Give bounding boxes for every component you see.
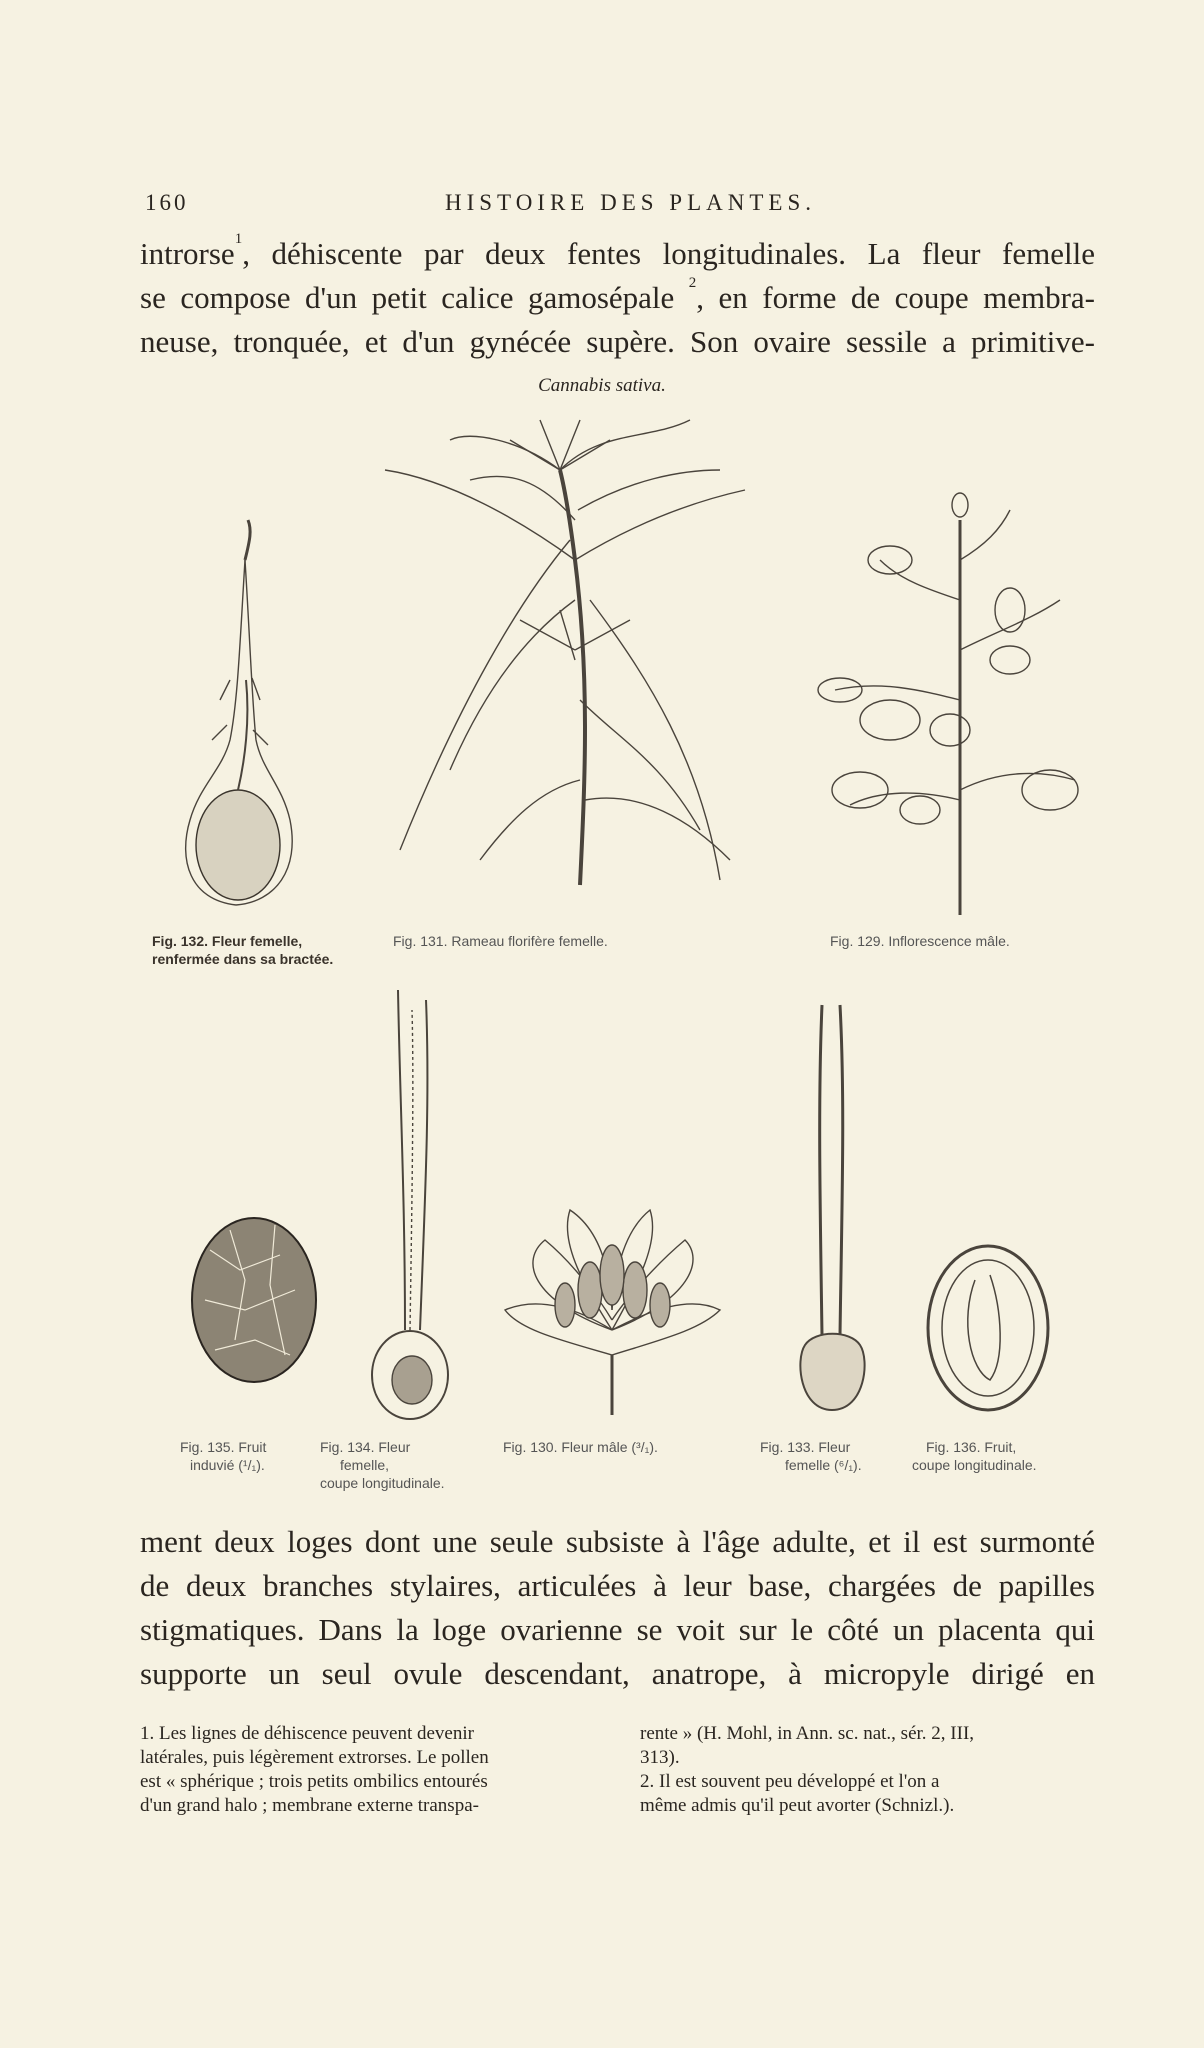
fig133-caption: Fig. 133. Fleur femelle (⁶/₁). — [760, 1439, 862, 1473]
fig136-drawing — [928, 1246, 1048, 1410]
footnote-line: rente » (H. Mohl, in Ann. sc. nat., sér. 2, III, — [640, 1723, 975, 1744]
paragraph-bottom — [140, 1520, 1095, 1696]
fig132-caption: Fig. 132. Fleur femelle, renfermée dans sa bractée. — [152, 933, 334, 967]
footnotes-right-column — [640, 1722, 1110, 1818]
text-line: neuse, tronquée, et d'un gynécée supère. Son ovaire sessile a primitive- — [140, 324, 1095, 359]
fig129-caption: Fig. 129. Inflorescence mâle. — [830, 933, 1010, 949]
text-line: stigmatiques. Dans la loge ovarienne se voit sur le côté un placenta qui — [140, 1612, 1095, 1647]
footnote-line: même admis qu'il peut avorter (Schnizl.). — [640, 1795, 955, 1816]
footnote-line: d'un grand halo ; membrane externe transpa- — [140, 1795, 479, 1816]
fig130-caption: Fig. 130. Fleur mâle (³/₁). — [503, 1439, 658, 1455]
footnote-line: est « sphérique ; trois petits ombilics entourés — [140, 1771, 488, 1792]
fig134-drawing — [372, 990, 448, 1419]
footnote-ref: 1 — [234, 231, 243, 247]
plate-title: Cannabis sativa. — [538, 375, 666, 396]
fig136-caption: Fig. 136. Fruit, coupe longitudinale. — [912, 1439, 1037, 1473]
footnote-line: 1. Les lignes de déhiscence peuvent devenir — [140, 1723, 474, 1744]
text-line: de deux branches stylaires, articulées à leur base, chargées de papilles — [140, 1568, 1095, 1603]
fig133-drawing — [800, 1005, 864, 1410]
fig129-drawing — [818, 493, 1078, 915]
footnotes-left-column — [140, 1722, 610, 1818]
footnote-line: latérales, puis légèrement extrorses. Le pollen — [140, 1747, 489, 1768]
fig135-drawing — [192, 1218, 316, 1382]
fig131-caption: Fig. 131. Rameau florifère femelle. — [393, 933, 608, 949]
fig130-drawing — [505, 1210, 720, 1415]
footnote-line: 2. Il est souvent peu développé et l'on a — [640, 1771, 940, 1792]
text-line: supporte un seul ovule descendant, anatrope, à micropyle dirigé en — [140, 1656, 1095, 1691]
footnote-ref: 2 — [688, 275, 697, 291]
text-line: introrse$^1$, déhiscente par deux fentes longitudinales. La fleur femelle — [140, 231, 1095, 271]
page-number: 160 — [145, 190, 189, 215]
fig134-caption: Fig. 134. Fleur femelle, coupe longitudinale. — [320, 1439, 445, 1491]
fig135-caption: Fig. 135. Fruit induvié (¹/₁). — [180, 1439, 267, 1473]
fig131-drawing — [385, 420, 745, 885]
footnote-line: 313). — [640, 1747, 680, 1768]
running-title: HISTOIRE DES PLANTES. — [445, 190, 817, 215]
fig132-drawing — [186, 520, 293, 905]
text-line: se compose d'un petit calice gamosépale $^2$, en forme de coupe membra- — [140, 275, 1095, 315]
text-line: ment deux loges dont une seule subsiste à l'âge adulte, et il est surmonté — [140, 1524, 1095, 1559]
